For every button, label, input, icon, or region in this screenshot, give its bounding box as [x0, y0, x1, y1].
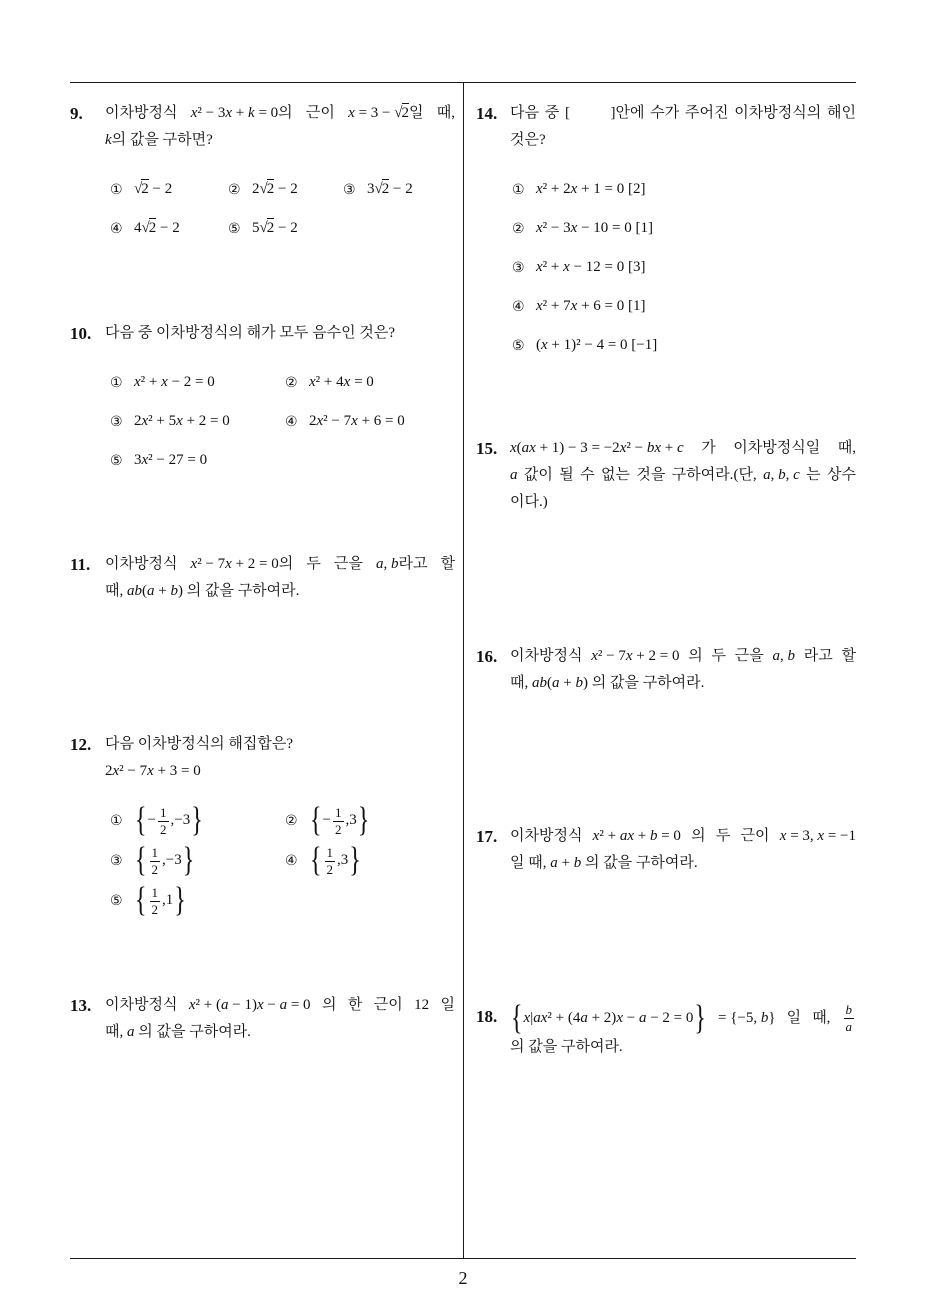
- text-segment: x|ax² + (4a + 2)x − a − 2 = 0: [523, 1009, 694, 1026]
- choice-option: [343, 181, 443, 198]
- question-line: [510, 100, 856, 127]
- text-segment: = {−5, b} 일 때,: [717, 1009, 842, 1026]
- question-text: [510, 999, 856, 1061]
- choice-option: [110, 413, 285, 430]
- choice-option: [228, 220, 343, 237]
- question-line: [105, 320, 455, 347]
- choice-option: [512, 181, 832, 198]
- choice-marker: ③: [512, 259, 525, 276]
- question-10: [70, 320, 456, 480]
- choice-option: [110, 802, 285, 840]
- choice-expression: [536, 337, 657, 354]
- left-brace: {: [135, 802, 147, 840]
- text-segment: √2 − 2: [134, 181, 173, 197]
- choice-expression: [309, 374, 374, 391]
- question-9: [70, 100, 456, 248]
- right-brace: }: [182, 842, 195, 880]
- text-segment: 다음 중 이차방정식의 해가 모두 음수인 것은?: [105, 325, 395, 341]
- choice-option: [228, 181, 343, 198]
- text-segment: 이다.): [510, 494, 548, 510]
- choice-marker: ③: [110, 853, 123, 869]
- question-text: [510, 100, 856, 154]
- choice-marker: ⑤: [110, 893, 123, 909]
- choice-option: [512, 298, 832, 315]
- text-segment: 2x² − 7x + 6 = 0: [309, 413, 405, 429]
- page-number: 2: [458, 1268, 468, 1288]
- text-segment: x(ax + 1) − 3 = −2x² − bx + c 가 이차방정식일 때,: [510, 440, 856, 456]
- text-segment: −: [322, 812, 331, 829]
- fraction-denominator: 2: [335, 821, 342, 837]
- fraction-numerator: b: [845, 1002, 853, 1017]
- answer-choices: [110, 170, 456, 248]
- question-line: [105, 1019, 455, 1046]
- fraction-denominator: 2: [151, 861, 159, 877]
- column-divider: [463, 82, 464, 1259]
- text-segment: 것은?: [510, 132, 546, 148]
- text-segment: 5√2 − 2: [252, 220, 298, 236]
- choice-option: [110, 842, 285, 880]
- choice-expression: [536, 298, 645, 315]
- question-line: [510, 823, 856, 850]
- question-line: [510, 999, 856, 1038]
- question-text: [510, 823, 856, 877]
- question-18: [476, 999, 858, 1061]
- text-segment: 2√2 − 2: [252, 181, 298, 197]
- question-number: 14.: [476, 104, 498, 123]
- text-segment: 2x² + 5x + 2 = 0: [134, 413, 230, 429]
- text-segment: x² − 3x − 10 = 0 [1]: [536, 220, 653, 236]
- text-segment: 3x² − 27 = 0: [134, 452, 208, 468]
- fraction: [333, 806, 344, 837]
- text-segment: x² + 4x = 0: [309, 374, 374, 390]
- choice-expression: [134, 802, 204, 840]
- text-segment: 다음 중 [ ]안에 수가 주어진 이차방정식의 해인: [510, 105, 856, 121]
- question-line: [510, 127, 856, 154]
- question-line: [510, 850, 856, 877]
- text-segment: 이차방정식 x² − 7x + 2 = 0의 두 근을 a, b라고 할: [105, 556, 455, 572]
- question-line: [105, 992, 455, 1019]
- choice-option: [110, 181, 228, 198]
- text-segment: x² + 2x + 1 = 0 [2]: [536, 181, 646, 197]
- question-11: [70, 551, 456, 605]
- fraction: [158, 806, 169, 837]
- choice-expression: [134, 181, 172, 198]
- question-line: [105, 100, 455, 127]
- choice-option: [285, 842, 450, 880]
- text-segment: k의 값을 구하면?: [105, 132, 213, 148]
- left-brace: {: [310, 802, 322, 840]
- text-segment: −: [147, 812, 156, 829]
- text-segment: 2x² − 7x + 3 = 0: [105, 763, 201, 779]
- choice-marker: ④: [512, 298, 525, 315]
- text-segment: 일 때, a + b 의 값을 구하여라.: [510, 855, 698, 871]
- choice-option: [285, 802, 450, 840]
- choice-marker: ③: [110, 413, 123, 430]
- right-brace: }: [694, 999, 706, 1038]
- question-number: 17.: [476, 827, 498, 846]
- text-segment: 의 값을 구하여라.: [510, 1039, 623, 1055]
- fraction-numerator: 1: [151, 884, 159, 900]
- question-text: [105, 551, 455, 605]
- left-brace: {: [310, 842, 322, 880]
- question-text: [105, 992, 455, 1046]
- right-brace: }: [349, 842, 361, 880]
- choice-option: [110, 452, 285, 469]
- text-segment: ,3: [337, 852, 349, 869]
- choice-option: [285, 413, 450, 430]
- choice-option: [110, 882, 285, 920]
- right-brace: }: [191, 802, 203, 840]
- choice-marker: ②: [285, 813, 298, 829]
- choice-marker: ④: [110, 220, 123, 237]
- choice-marker: ④: [285, 413, 298, 430]
- question-line: [105, 551, 455, 578]
- choice-option: [512, 337, 832, 354]
- choice-marker: ③: [343, 181, 356, 198]
- right-brace: }: [174, 882, 186, 920]
- question-13: [70, 992, 456, 1046]
- question-line: [510, 462, 856, 489]
- fraction-numerator: 1: [335, 804, 342, 820]
- text-segment: (x + 1)² − 4 = 0 [−1]: [536, 337, 658, 353]
- choice-marker: ②: [285, 374, 298, 391]
- choice-marker: ①: [512, 181, 525, 198]
- question-text: [105, 731, 455, 785]
- question-number: 10.: [70, 324, 92, 343]
- fraction-numerator: 1: [160, 804, 167, 820]
- fraction-numerator: 1: [151, 844, 159, 860]
- text-segment: a 값이 될 수 없는 것을 구하여라.(단, a, b, c 는 상수: [510, 467, 856, 483]
- fraction-denominator: 2: [151, 901, 159, 917]
- fraction: [150, 846, 161, 877]
- question-number: 11.: [70, 555, 91, 574]
- choice-expression: [134, 220, 180, 237]
- text-segment: 3√2 − 2: [367, 181, 413, 197]
- choice-option: [110, 220, 228, 237]
- choice-expression: [134, 374, 215, 391]
- choice-expression: [309, 413, 405, 430]
- text-segment: ,−3: [162, 852, 182, 869]
- question-line: [105, 758, 455, 785]
- choice-marker: ②: [512, 220, 525, 237]
- choice-marker: ⑤: [512, 337, 525, 354]
- choice-expression: [536, 259, 645, 276]
- text-segment: ,3: [345, 812, 357, 829]
- choice-expression: [134, 842, 195, 880]
- choice-expression: [252, 220, 298, 237]
- question-17: [476, 823, 858, 877]
- question-text: [105, 320, 455, 347]
- question-line: [510, 670, 856, 697]
- question-line: [105, 578, 455, 605]
- question-12: [70, 731, 456, 921]
- question-16: [476, 643, 858, 697]
- text-segment: 이차방정식 x² + (a − 1)x − a = 0 의 한 근이 12 일: [105, 997, 455, 1013]
- left-brace: {: [511, 999, 523, 1038]
- bottom-rule: [70, 1258, 856, 1259]
- text-segment: 4√2 − 2: [134, 220, 180, 236]
- fraction-numerator: 1: [326, 844, 334, 860]
- text-segment: 다음 이차방정식의 해집합은?: [105, 736, 294, 752]
- fraction-denominator: 2: [160, 821, 167, 837]
- text-segment: 이차방정식 x² + ax + b = 0 의 두 근이 x = 3, x = −1: [510, 828, 856, 844]
- fraction: [844, 1003, 855, 1034]
- fraction: [325, 846, 336, 877]
- choice-marker: ④: [285, 853, 298, 869]
- choice-option: [512, 259, 832, 276]
- choice-expression: [134, 882, 187, 920]
- text-segment: 때, a 의 값을 구하여라.: [105, 1024, 251, 1040]
- text-segment: ,1: [162, 892, 174, 909]
- fraction: [150, 886, 161, 917]
- question-line: [510, 489, 856, 516]
- choice-expression: [536, 181, 645, 198]
- question-number: 18.: [476, 1007, 498, 1026]
- choice-marker: ①: [110, 181, 123, 198]
- text-segment: 때, ab(a + b) 의 값을 구하여라.: [510, 675, 705, 691]
- left-brace: {: [135, 882, 147, 920]
- choice-marker: ①: [110, 374, 123, 391]
- question-line: [510, 435, 856, 462]
- choice-marker: ①: [110, 813, 123, 829]
- left-brace: {: [135, 842, 147, 880]
- answer-choices: [512, 170, 858, 365]
- text-segment: x² + 7x + 6 = 0 [1]: [536, 298, 646, 314]
- text-segment: ,−3: [170, 812, 191, 829]
- choice-option: [512, 220, 832, 237]
- text-segment: x² + x − 12 = 0 [3]: [536, 259, 646, 275]
- choice-expression: [367, 181, 413, 198]
- question-line: [510, 643, 856, 670]
- question-15: [476, 435, 858, 516]
- choice-expression: [536, 220, 653, 237]
- question-line: [105, 127, 455, 154]
- answer-choices: [110, 363, 456, 480]
- text-segment: 이차방정식 x² − 7x + 2 = 0 의 두 근을 a, b 라고 할: [510, 648, 856, 664]
- choice-expression: [252, 181, 298, 198]
- choice-marker: ⑤: [110, 452, 123, 469]
- choice-expression: [134, 413, 230, 430]
- question-14: [476, 100, 858, 365]
- fraction-denominator: 2: [326, 861, 334, 877]
- question-number: 15.: [476, 439, 498, 458]
- choice-expression: [309, 802, 370, 840]
- question-number: 16.: [476, 647, 498, 666]
- choice-expression: [309, 842, 362, 880]
- choice-option: [110, 374, 285, 391]
- question-number: 9.: [70, 104, 83, 123]
- fraction-denominator: a: [845, 1019, 853, 1034]
- question-line: [510, 1034, 856, 1061]
- choice-marker: ②: [228, 181, 241, 198]
- question-number: 13.: [70, 996, 92, 1015]
- choice-expression: [134, 452, 207, 469]
- text-segment: x² + x − 2 = 0: [134, 374, 215, 390]
- question-number: 12.: [70, 735, 92, 754]
- text-segment: 이차방정식 x² − 3x + k = 0의 근이 x = 3 − √2일 때,: [105, 105, 455, 121]
- choice-option: [285, 374, 450, 391]
- question-text: [105, 100, 455, 154]
- text-segment: 때, ab(a + b) 의 값을 구하여라.: [105, 583, 300, 599]
- right-brace: }: [357, 802, 370, 840]
- question-text: [510, 435, 856, 516]
- answer-choices: [110, 801, 456, 921]
- question-text: [510, 643, 856, 697]
- question-line: [105, 731, 455, 758]
- choice-marker: ⑤: [228, 220, 241, 237]
